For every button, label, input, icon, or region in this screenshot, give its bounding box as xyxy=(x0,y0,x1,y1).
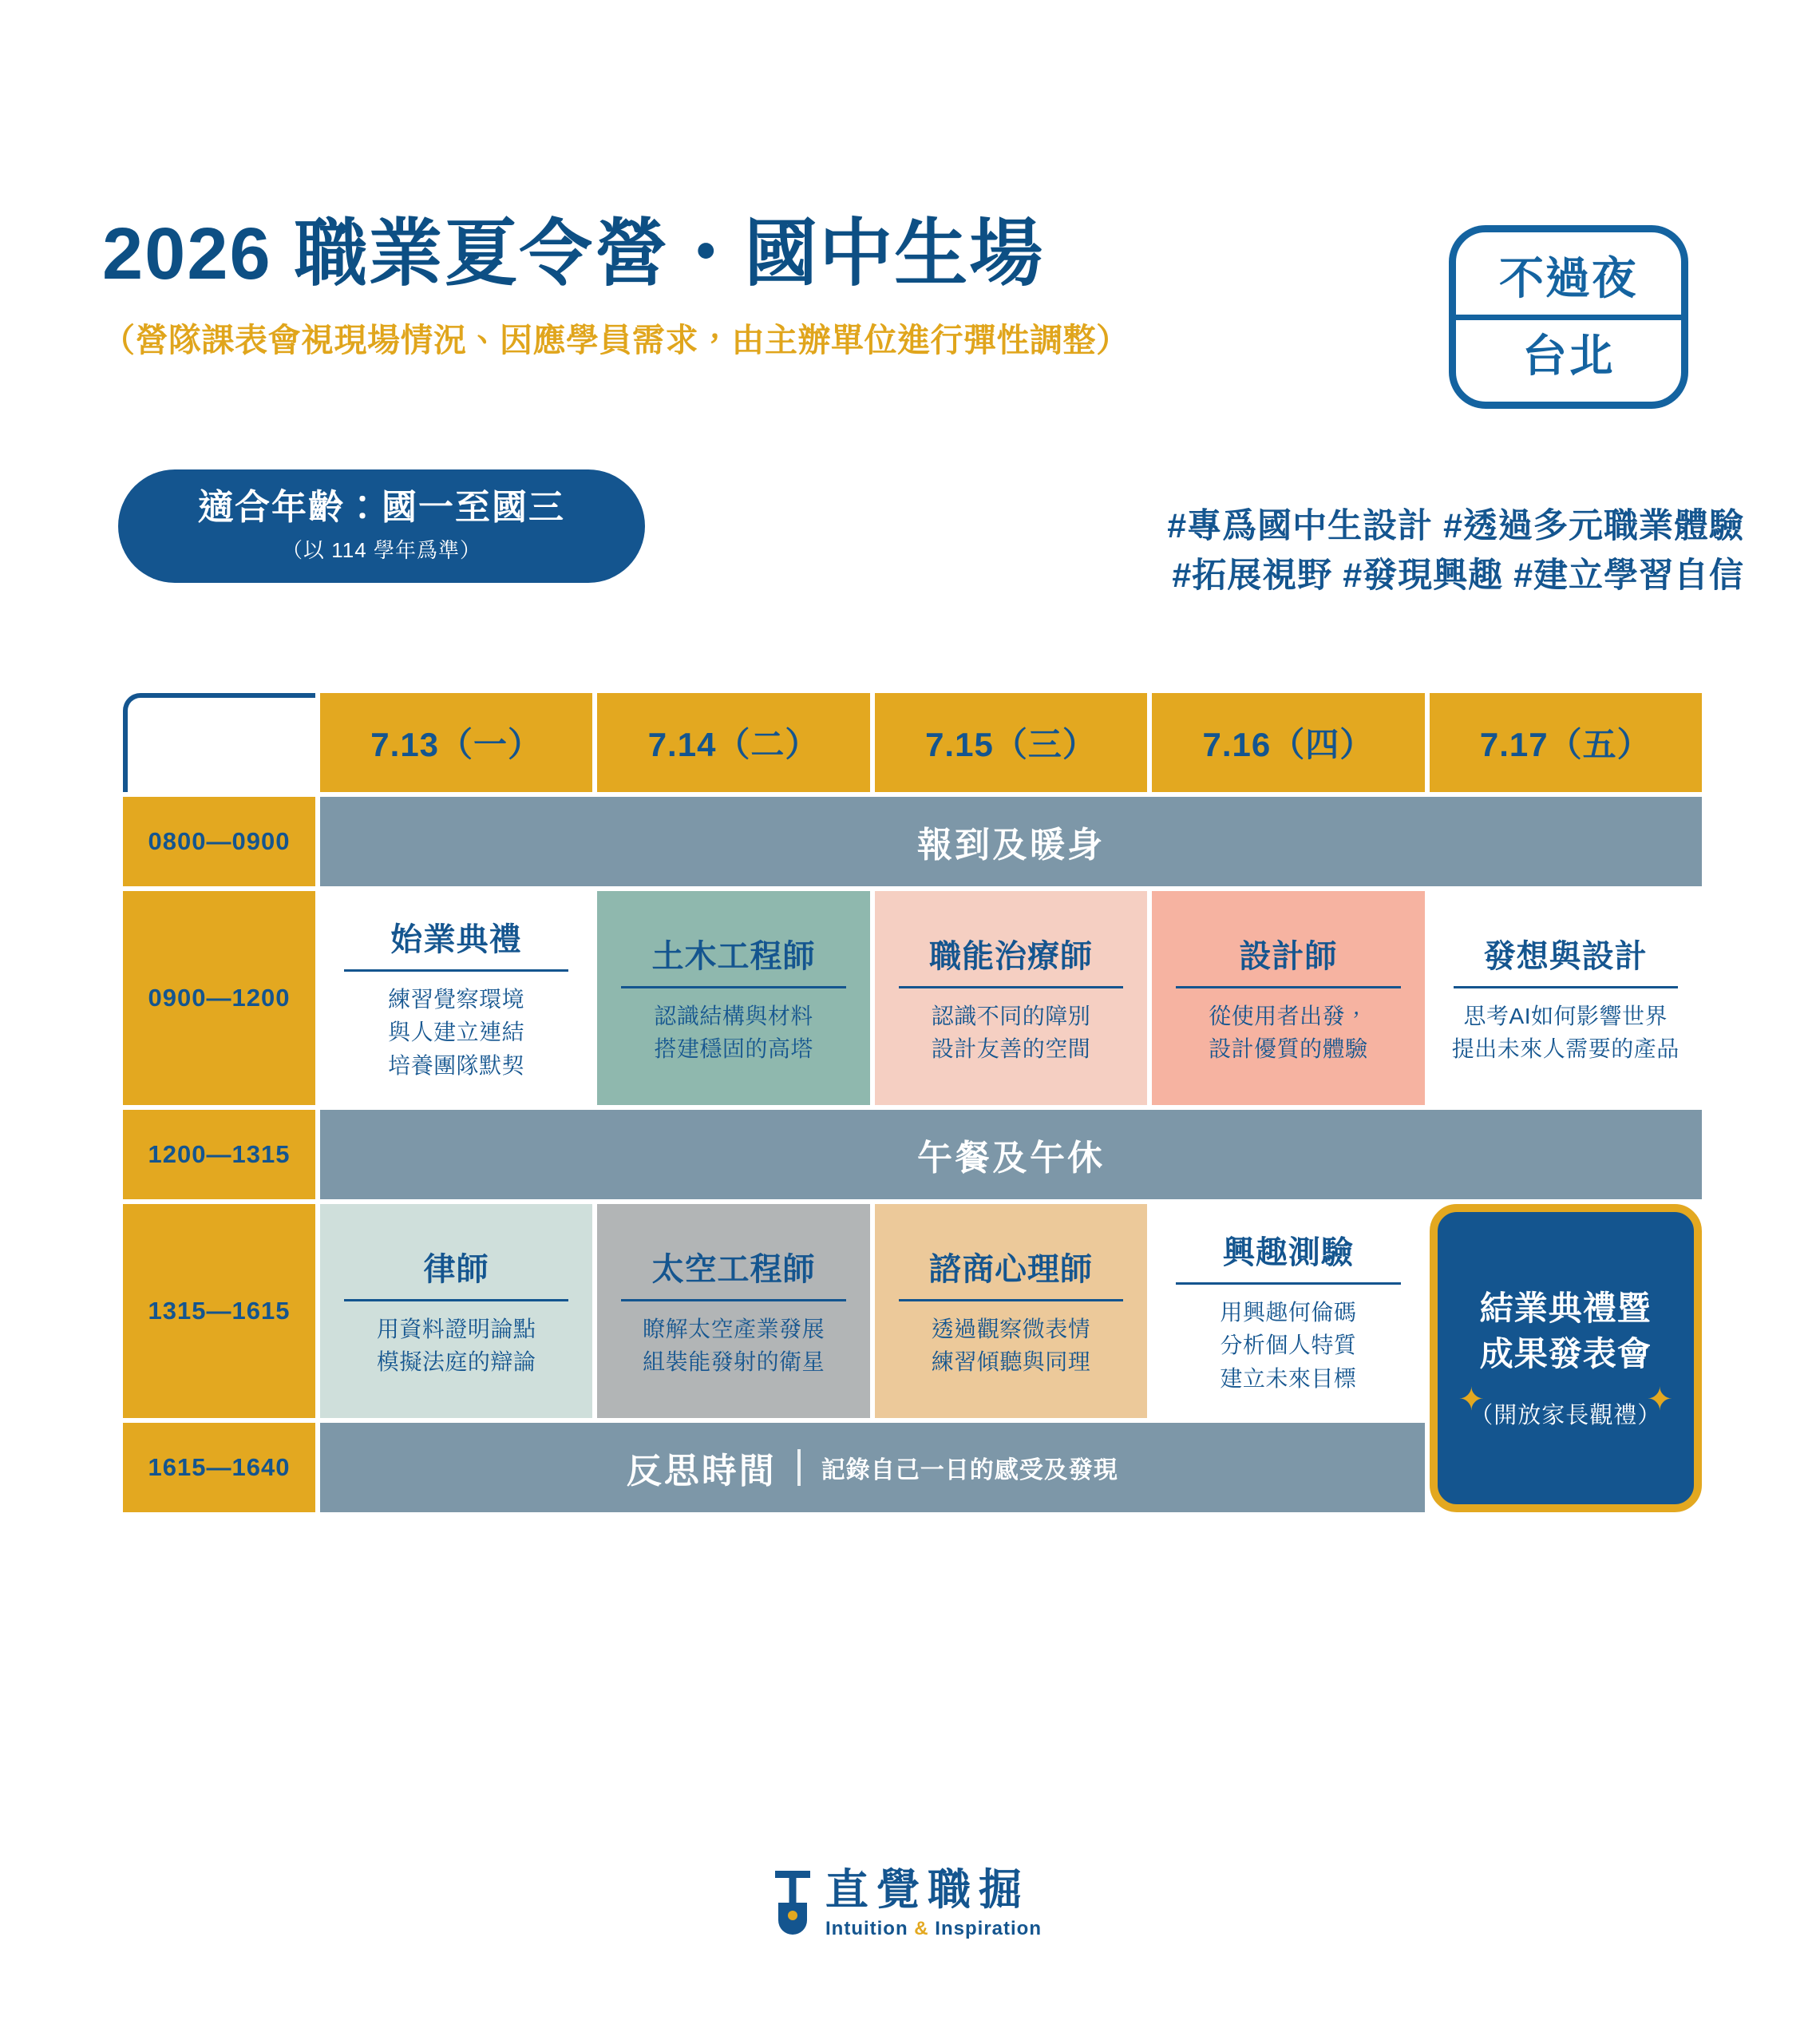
brand-name xyxy=(825,1868,1042,1940)
badge-divider xyxy=(1456,315,1681,320)
course-desc: 用資料證明論點 模擬法庭的辯論 xyxy=(376,1316,536,1374)
course-cell-fri-am xyxy=(1430,891,1702,1105)
course-cell-tue-pm xyxy=(597,1204,869,1418)
table-row-morning xyxy=(123,891,1702,1105)
course-cell-wed-am xyxy=(875,891,1147,1105)
day-header-1: 7.14（二） xyxy=(597,693,869,792)
header xyxy=(102,213,1619,361)
course-title: 土木工程師 xyxy=(621,931,845,988)
day-header-2: 7.15（三） xyxy=(875,693,1147,792)
course-cell-wed-pm xyxy=(875,1204,1147,1418)
course-title: 始業典禮 xyxy=(344,914,568,972)
reflection-divider xyxy=(797,1449,801,1486)
course-desc: 認識不同的障別 設計友善的空間 xyxy=(931,1003,1091,1061)
reflection-title: 反思時間 xyxy=(626,1452,777,1491)
course-desc: 練習覺察環境 與人建立連結 培養團隊默契 xyxy=(388,986,525,1078)
page-subtitle: （營隊課表會視現場情況、因應學員需求，由主辦單位進行彈性調整） xyxy=(102,321,1130,358)
closing-ceremony-note: （開放家長觀禮） xyxy=(1470,1402,1662,1428)
page-title: 2026 職業夏令營・國中生場 xyxy=(102,213,1045,295)
time-slot-0: 0800—0900 xyxy=(123,797,315,886)
band-morning-checkin: 報到及暖身 xyxy=(320,797,1702,886)
reflection-desc: 記錄自己一日的感受及發現 xyxy=(821,1457,1118,1483)
age-range-pill xyxy=(118,469,645,583)
day-header-4: 7.17（五） xyxy=(1430,693,1702,792)
course-cell-mon-am xyxy=(320,891,592,1105)
course-cell-thu-am xyxy=(1152,891,1424,1105)
hashtag-line-2: #拓展視野 #發現興趣 #建立學習自信 xyxy=(1172,557,1744,596)
course-desc: 瞭解太空產業發展 組裝能發射的衛星 xyxy=(643,1316,825,1374)
time-slot-2: 1200—1315 xyxy=(123,1110,315,1199)
hashtag-block xyxy=(1167,501,1744,601)
day-header-3: 7.16（四） xyxy=(1152,693,1424,792)
hashtag-line-1: #專爲國中生設計 #透過多元職業體驗 xyxy=(1167,507,1744,545)
table-header-row xyxy=(123,693,1702,792)
age-range-main: 適合年齡：國一至國三 xyxy=(198,488,565,528)
closing-ceremony-cell xyxy=(1430,1204,1702,1512)
course-title: 律師 xyxy=(344,1244,568,1301)
course-desc: 認識結構與材料 搭建穩固的高塔 xyxy=(654,1003,813,1061)
sparkle-icon: ✦ xyxy=(1646,1382,1673,1417)
course-title: 設計師 xyxy=(1176,931,1400,988)
course-desc: 用興趣何倫碼 分析個人特質 建立未來目標 xyxy=(1220,1299,1357,1391)
table-corner-cell xyxy=(123,693,315,792)
band-lunch: 午餐及午休 xyxy=(320,1110,1702,1199)
time-slot-3: 1315—1615 xyxy=(123,1204,315,1418)
badge-line-location: 台北 xyxy=(1522,330,1615,381)
course-title: 職能治療師 xyxy=(899,931,1123,988)
time-slot-1: 0900—1200 xyxy=(123,891,315,1105)
course-desc: 從使用者出發， 設計優質的體驗 xyxy=(1209,1003,1368,1061)
schedule-table xyxy=(118,688,1707,1517)
course-desc: 思考AI如何影響世界 提出未來人需要的產品 xyxy=(1451,1003,1680,1061)
table-row-lunch xyxy=(123,1110,1702,1199)
brand-name-zh: 直覺職掘 xyxy=(825,1866,1030,1914)
course-title: 太空工程師 xyxy=(621,1244,845,1301)
age-range-note: （以 114 學年爲準） xyxy=(282,537,481,562)
course-desc: 透過觀察微表情 練習傾聽與同理 xyxy=(931,1316,1091,1374)
course-cell-thu-pm xyxy=(1152,1204,1424,1418)
course-cell-tue-am xyxy=(597,891,869,1105)
course-title: 興趣測驗 xyxy=(1176,1227,1400,1285)
schedule-table-wrapper xyxy=(118,688,1707,1517)
status-badge-city xyxy=(1449,225,1688,409)
table-row-checkin xyxy=(123,797,1702,886)
band-reflection xyxy=(320,1423,1425,1512)
shovel-icon xyxy=(774,1871,811,1938)
table-row-afternoon xyxy=(123,1204,1702,1418)
sparkle-icon: ✦ xyxy=(1458,1382,1486,1417)
time-slot-4: 1615—1640 xyxy=(123,1423,315,1512)
course-title: 諮商心理師 xyxy=(899,1244,1123,1301)
day-header-0: 7.13（一） xyxy=(320,693,592,792)
badge-line-overnight: 不過夜 xyxy=(1499,252,1638,303)
course-title: 發想與設計 xyxy=(1454,931,1678,988)
brand-name-en: Intuition & Inspiration xyxy=(825,1918,1042,1939)
footer-logo xyxy=(0,1868,1816,1940)
course-cell-mon-pm xyxy=(320,1204,592,1418)
closing-ceremony-title: 結業典禮暨 成果發表會 xyxy=(1479,1289,1652,1373)
